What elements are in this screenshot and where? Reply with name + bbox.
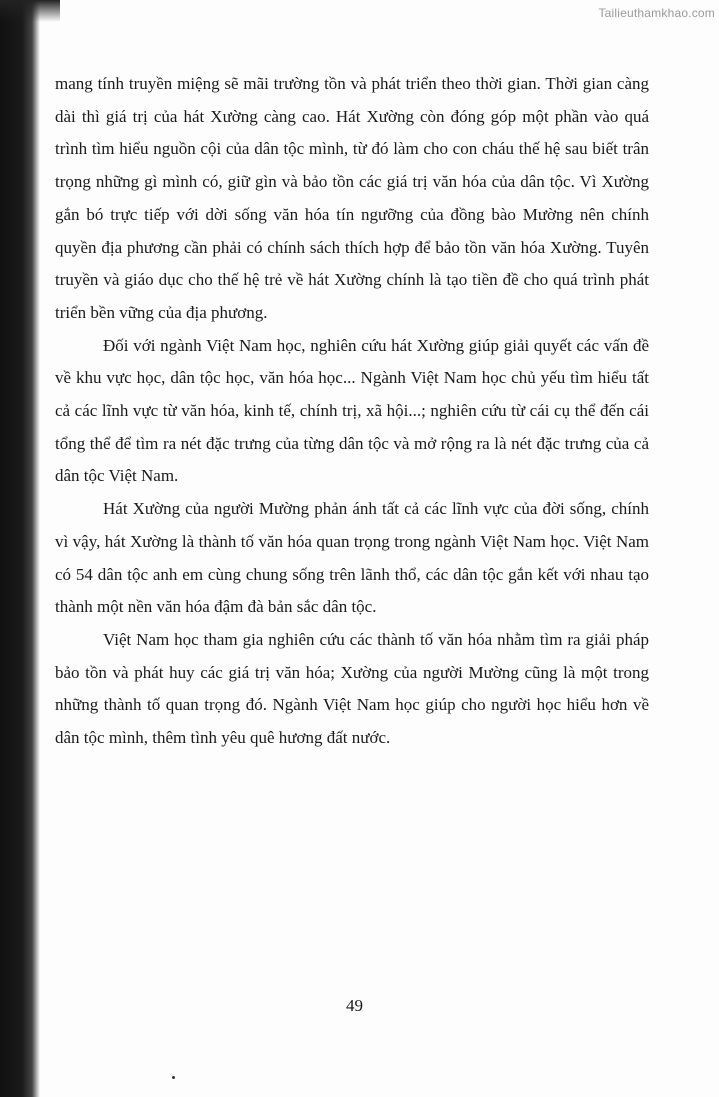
scan-shadow-edge — [0, 0, 40, 1097]
scan-speck — [172, 1076, 175, 1079]
scan-shadow-top — [0, 0, 60, 22]
paragraph-4: Việt Nam học tham gia nghiên cứu các thành tố văn hóa nhằm tìm ra giải pháp bảo tồn và phát huy các giá trị văn hóa; Xường của người Mường cũng là một trong những thành tố quan trọng đó. Ngành Việt Nam học giúp cho người học hiểu hơn về dân tộc mình, thêm tình yêu quê hương đất nước. — [55, 629, 649, 748]
page-number-text: 49 — [346, 996, 363, 1015]
paragraph-2: Đối với ngành Việt Nam học, nghiên cứu hát Xường giúp giải quyết các vấn đề về khu vực học, dân tộc học, văn hóa học... Ngành Việt Nam học chủ yếu tìm hiểu tất cả các lĩnh vực từ văn hóa, kinh tế, chính trị, xã hội...; nghiên cứu từ cái cụ thể đến cái tổng thể để tìm ra nét đặc trưng của từng dân tộc và mở rộng ra là nét đặc trưng của cả dân tộc Việt Nam. — [55, 335, 649, 486]
watermark-text: Tailieuthamkhao.com — [598, 6, 715, 20]
paragraph-3: Hát Xường của người Mường phản ánh tất cả các lĩnh vực của đời sống, chính vì vậy, hát Xường là thành tố văn hóa quan trọng trong ngành Việt Nam học. Việt Nam có 54 dân tộc anh em cùng chung sống trên lãnh thổ, các dân tộc gắn kết với nhau tạo thành một nền văn hóa đậm đà bản sắc dân tộc. — [55, 499, 649, 617]
page-number — [0, 996, 719, 1016]
paragraph-1: mang tính truyền miệng sẽ mãi trường tồn và phát triển theo thời gian. Thời gian càng dài thì giá trị của hát Xường càng cao. Hát Xường còn đóng góp một phần vào quá trình tìm hiểu nguồn cội của dân tộc mình, từ đó làm cho con cháu thế hệ sau biết trân trọng những gì mình có, giữ gìn và bảo tồn các giá trị văn hóa của dân tộc. Vì Xường gắn bó trực tiếp với dời sống văn hóa tín ngưỡng của đồng bào Mường nên chính quyền địa phương cần phải có chính sách thích hợp để bảo tồn văn hóa Xường. Tuyên truyền và giáo dục cho thế hệ trẻ về hát Xường chính là tạo tiền đề cho quá trình phát triển bền vững của địa phương. — [55, 74, 649, 322]
body-text — [55, 68, 649, 755]
